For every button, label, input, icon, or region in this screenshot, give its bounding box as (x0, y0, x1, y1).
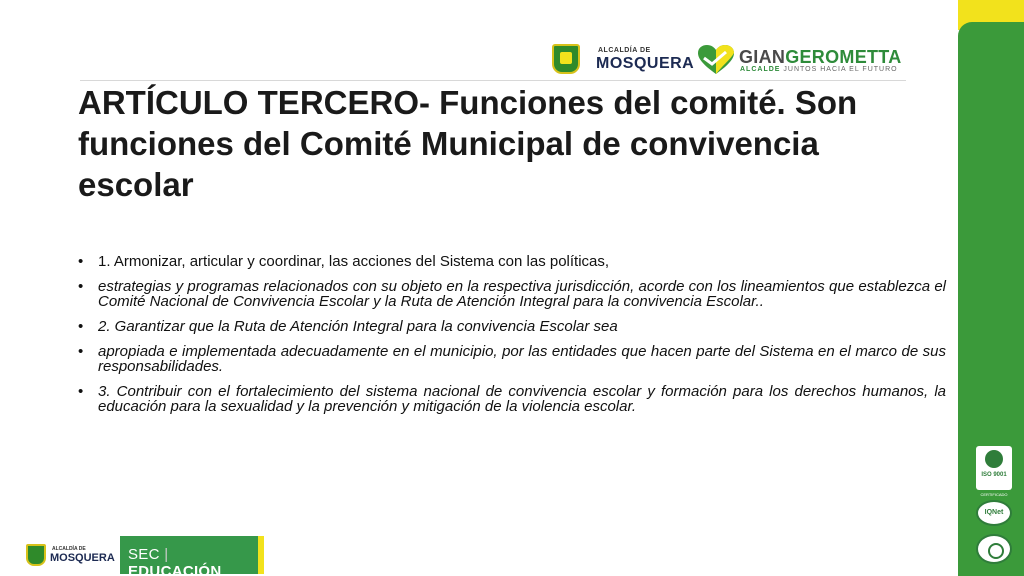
bullet-item: • estrategias y programas relacionados con su objeto en la respectiva jurisdicción, acorde con los lineamientos que establezca el Comité Nacional de Convivencia Escolar y la Ruta de Atención Integral para la convivencia Escolar.. (78, 279, 946, 309)
bullet-item: • apropiada e implementada adecuadamente en el municipio, por las entidades que hacen parte del Sistema en el marco de sus responsabilidades. (78, 344, 946, 374)
footer-alcaldia-label: ALCALDÍA DE (52, 546, 86, 552)
certificado-label: CERTIFICADO (980, 492, 1008, 497)
mosquera-shield-icon (552, 44, 580, 74)
mayor-tagline (740, 66, 898, 73)
bullet-item: • 1. Armonizar, articular y coordinar, las acciones del Sistema con las políticas, (78, 254, 946, 269)
footer-logos (24, 534, 274, 574)
certification-badges (972, 446, 1018, 570)
alcaldia-label: ALCALDÍA DE (598, 47, 651, 54)
footer-municipality-name: MOSQUERA (50, 552, 115, 564)
bullet-item: • 3. Contribuir con el fortalecimiento del sistema nacional de convivencia escolar y formación para los derechos humanos, la educación para la sexualidad y la prevención y mitigación de la violencia escolar. (78, 384, 946, 414)
slide-title: ARTÍCULO TERCERO- Funciones del comité. Son funciones del Comité Municipal de convivencia escolar (78, 84, 858, 203)
bullet-list (78, 254, 946, 424)
sec-educacion-logo (120, 536, 264, 574)
alcalde-label: ALCALDE (740, 66, 781, 73)
iso-badge (976, 446, 1012, 490)
slogan: JUNTOS HACIA EL FUTURO (783, 66, 898, 73)
mayor-last-name: GEROMETTA (785, 47, 902, 67)
heart-logo-icon (696, 44, 736, 76)
mayor-name (739, 47, 902, 68)
sec-name: EDUCACIÓN (128, 563, 222, 576)
mosquera-shield-small-icon (26, 544, 46, 566)
sec-educacion-text: SEC | EDUCACIÓN (128, 546, 258, 576)
iso-label: ISO 9001 (981, 472, 1007, 478)
iso-logo-icon (985, 450, 1003, 468)
header-logos (550, 42, 910, 78)
bullet-item: • 2. Garantizar que la Ruta de Atención Integral para la convivencia Escolar sea (78, 319, 946, 334)
header-divider (80, 80, 906, 81)
municipality-name: MOSQUERA (596, 55, 695, 72)
mayor-first-name: GIAN (739, 47, 786, 67)
iqnet-badge: IQNet (976, 500, 1012, 526)
certification-seal-icon (976, 534, 1012, 564)
sec-prefix: SEC (128, 546, 160, 563)
